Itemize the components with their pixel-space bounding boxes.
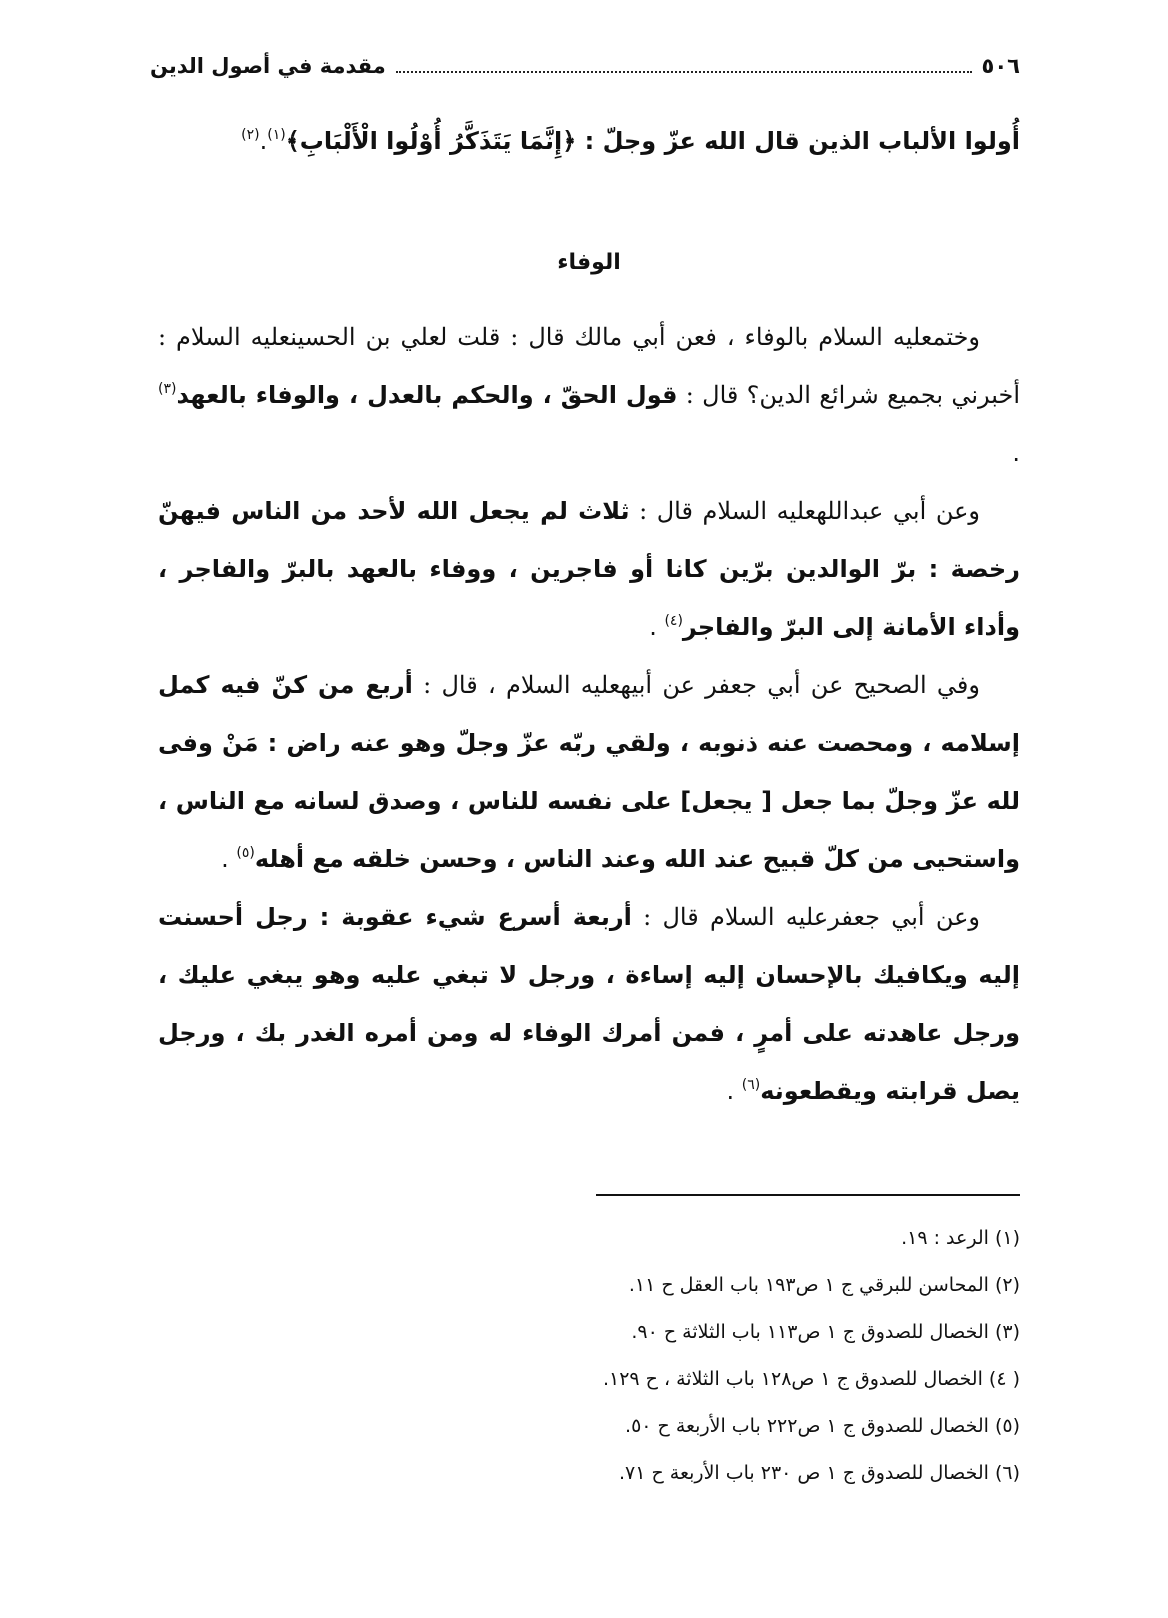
section-heading: الوفاء — [557, 250, 621, 275]
hadith-text: أربعة أسرع شيء عقوبة : رجل أحسنت إليه ويكافيك بالإحسان إليه إساءة ، ورجل لا تبغي عليه وهو يبغي عليك ، ورجل عاهدته على أمرٍ ، فمن أمرك الوفاء له ومن أمره الغدر بك ، ورجل يصل قرابته ويقطعونه — [158, 903, 1020, 1105]
paragraph — [158, 482, 1020, 656]
footnote: (٦) الخصال للصدوق ج ١ ص ٢٣٠ باب الأربعة ح ٧١. — [618, 1462, 1020, 1484]
paragraph-end: . — [1012, 439, 1020, 467]
footnotes — [158, 1215, 1020, 1497]
paragraph-end: . — [221, 845, 237, 873]
intro-separator: . — [259, 127, 268, 155]
paragraph-end: . — [726, 1077, 742, 1105]
paragraph — [158, 888, 1020, 1120]
footnote-ref: (١) — [267, 127, 286, 143]
hadith-text: ثلاث لم يجعل الله لأحد من الناس فيهنّ رخصة : برّ الوالدين برّين كانا أو فاجرين ، ووفاء بالعهد بالبرّ والفاجر ، وأداء الأمانة إلى البرّ والفاجر — [158, 497, 1020, 641]
footnote-ref: (٣) — [158, 381, 177, 397]
hadith-text: أربع من كنّ فيه كمل إسلامه ، ومحصت عنه ذنوبه ، ولقي ربّه عزّ وجلّ وهو عنه راض : مَنْ وفى لله عزّ وجلّ بما جعل [ يجعل] على نفسه للناس ، وصدق لسانه مع الناس ، واستحيى من كلّ قبيح عند الله وعند الناس ، وحسن خلقه مع أهله — [158, 671, 1020, 873]
intro-text: أُولوا الألباب الذين قال الله عزّ وجلّ : ﴿إِنَّمَا يَتَذَكَّرُ أُوْلُوا الْأَلْبَابِ﴾ — [285, 127, 1020, 155]
paragraph-end: . — [649, 613, 665, 641]
page-number: ٥٠٦ — [981, 54, 1020, 78]
dotted-leader — [396, 59, 972, 73]
hadith-text: قول الحقّ ، والحكم بالعدل ، والوفاء بالعهد — [176, 381, 678, 409]
footnote: (٢) المحاسن للبرقي ج ١ ص١٩٣ باب العقل ح ١١. — [628, 1274, 1020, 1296]
footnote-divider — [596, 1194, 1020, 1196]
footnote: ( ٤) الخصال للصدوق ج ١ ص١٢٨ باب الثلاثة ، ح ١٢٩. — [602, 1368, 1020, 1390]
paragraph-lead: وفي الصحيح عن أبي جعفر عن أبيهعليه السلام ، قال : — [412, 671, 980, 699]
intro-paragraph — [158, 112, 1020, 170]
paragraph-lead: وختمعليه السلام بالوفاء ، فعن أبي مالك قال : قلت لعلي بن الحسينعليه السلام : أخبرني بجميع شرائع الدين؟ قال : — [158, 323, 1020, 409]
book-title: مقدمة في أصول الدين — [150, 54, 386, 78]
paragraph — [158, 308, 1020, 482]
footnote-ref: (٢) — [241, 127, 260, 143]
paragraph-lead: وعن أبي جعفرعليه السلام قال : — [631, 903, 981, 931]
paragraph — [158, 656, 1020, 888]
paragraph-lead: وعن أبي عبداللهعليه السلام قال : — [629, 497, 980, 525]
footnote: (١) الرعد : ١٩. — [901, 1227, 1020, 1249]
main-text — [158, 308, 1020, 1120]
footnote-ref: (٤) — [664, 613, 683, 629]
footnote: (٣) الخصال للصدوق ج ١ ص١١٣ باب الثلاثة ح ٩٠. — [631, 1321, 1020, 1343]
footnote-ref: (٥) — [236, 845, 255, 861]
footnote-ref: (٦) — [741, 1077, 761, 1093]
footnote: (٥) الخصال للصدوق ج ١ ص٢٢٢ باب الأربعة ح ٥٠. — [625, 1415, 1020, 1437]
running-header — [150, 46, 1020, 86]
intro-block — [158, 112, 1020, 170]
